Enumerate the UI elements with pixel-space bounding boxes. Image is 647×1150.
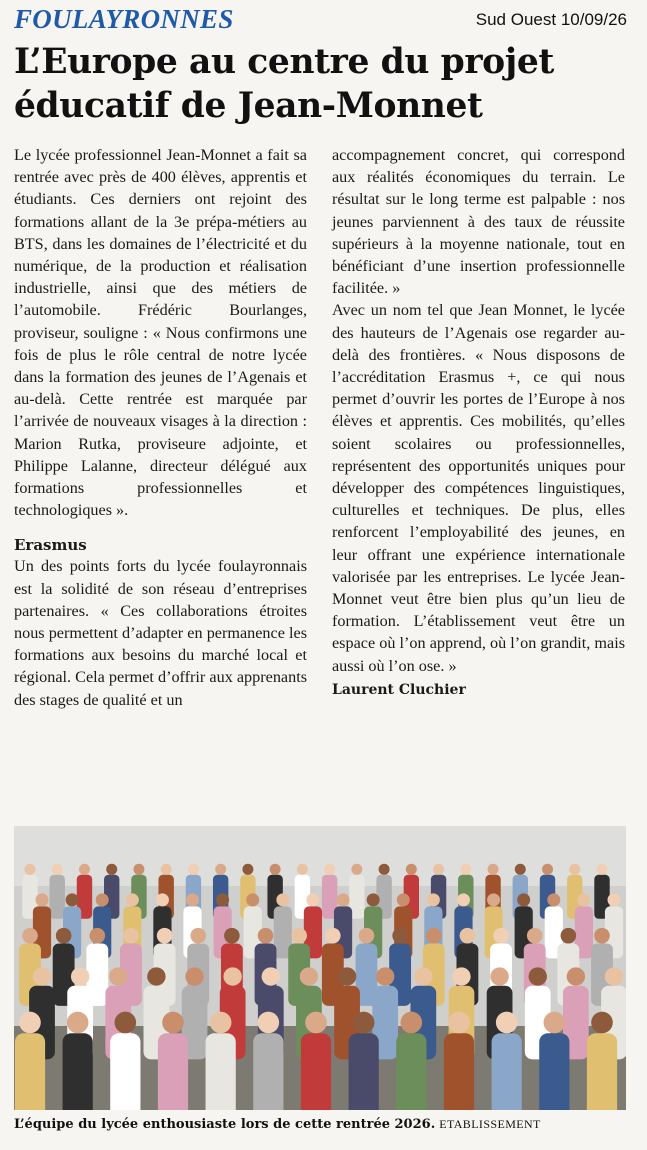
person-head [337,893,350,906]
person-body [253,1033,283,1110]
person-body [444,1033,474,1110]
person-head [89,928,105,944]
source-date: Sud Ouest 10/09/26 [475,10,627,29]
person-head [367,893,380,906]
person-head [433,864,444,875]
person-head [223,967,241,985]
person-head [242,864,253,875]
article-byline: Laurent Cluchier [332,681,466,698]
person-head [594,928,610,944]
person-head [216,893,229,906]
person-head [123,928,139,944]
article-title: L’Europe au centre du projet éducatif de Jean-Monnet [14,42,554,126]
person-head [452,967,470,985]
article-paragraph-europe: Avec un nom tel que Jean Monnet, le lycée des hauteurs de l’Agenais ose regarder au-delà des frontières. « Nous disposons de l’accréditation Erasmus +, ce qui nous permet d’ouvrir les portes de l’Europe à nos élèves et apprentis. Ces mobilités, qu’elles soient scolaires ou professionnelles, représentent des opportunités uniques pour développer des compétences linguistiques, culturelles et techniques. De plus, elles renforcent l’employabilité des jeunes, en leur offrant une expérience internationale valorisée par les entreprises. Le lycée Jean-Monnet veut être bien plus qu’un lieu de formation. L’établissement veut être un espace où l’on apprend, où l’on grandit, mais aussi où l’on ose. » [332,301,625,675]
person-head [52,864,63,875]
person-head [109,967,127,985]
article-paragraph-intro: Le lycée professionnel Jean-Monnet a fait sa rentrée avec près de 400 élèves, apprentis et étudiants. Ces derniers ont rejoint des formations allant de la 3e prépa-métiers au BTS, dans les domaines de l’électricité et du numérique, de la production et réalisation industrielle, ainsi que des métiers de l’automobile. Frédéric Bourlanges, proviseur, souligne : « Nous confirmons une fois de plus le rôle central de notre lycée dans la formation des jeunes de l’Agenais et au-delà. Cette rentrée est marquée par l’arrivée de nouveaux visages à la direction : Marion Rutka, proviseure adjointe, et Philippe Lalanne, directeur délégué aux formations professionnelles et technologiques ». [14,146,307,520]
person-head [324,864,335,875]
masthead [14,4,633,38]
person-head [597,864,608,875]
person-head [262,967,280,985]
person-head [270,864,281,875]
person-head [22,928,38,944]
person-head [542,864,553,875]
person-head [79,864,90,875]
article-paragraph-erasmus: Un des points forts du lycée foulayronnais est la solidité de son réseau d’entreprises partenaires. « Ces collaborations étroites nous permettent d’adapter en permanence les formations aux besoins du marché local et régional. Cela permet d’offrir aux apprenants des stages de qualité et un [14,557,307,709]
person-head [567,967,585,985]
person-body [539,1033,569,1110]
person-head [397,893,410,906]
article-column-left [14,144,307,711]
person-head [258,1012,280,1034]
person-head [66,893,79,906]
person-head [210,1012,232,1034]
person-head [490,967,508,985]
person-head [161,864,172,875]
person-head [401,1012,423,1034]
person-head [297,864,308,875]
person-head [188,864,199,875]
person-head [493,928,509,944]
person-body [587,1033,617,1110]
person-head [488,864,499,875]
person-head [426,928,442,944]
photo-credit: ETABLISSEMENT [439,1117,541,1131]
person-body [301,1033,331,1110]
person-head [157,928,173,944]
person-head [291,928,307,944]
person-head [246,893,259,906]
person-body [50,875,65,919]
person-head [36,893,49,906]
person-head [162,1012,184,1034]
person-head [527,928,543,944]
person-head [300,967,318,985]
person-head [529,967,547,985]
person-head [359,928,375,944]
person-head [591,1012,613,1034]
person-head [276,893,289,906]
photo-caption: L’équipe du lycée enthousiaste lors de cette rentrée 2026. [14,1117,436,1132]
person-head [215,864,226,875]
person-head [156,893,169,906]
person-head [561,928,577,944]
person-head [406,864,417,875]
person-head [133,864,144,875]
photo-caption-line [14,1117,626,1132]
person-head [379,864,390,875]
person-body [206,1033,236,1110]
person-body [492,1033,522,1110]
person-head [115,1012,137,1034]
person-body [349,1033,379,1110]
group-photo-illustration [14,826,626,1110]
person-head [376,967,394,985]
person-head [25,864,36,875]
person-head [56,928,72,944]
person-body [396,1033,426,1110]
person-head [448,1012,470,1034]
person-head [517,893,530,906]
section-kicker: FOULAYRONNES [14,4,234,34]
person-head [351,864,362,875]
person-head [427,893,440,906]
person-head [258,928,274,944]
person-head [325,928,341,944]
person-head [353,1012,375,1034]
person-head [67,1012,89,1034]
person-head [496,1012,518,1034]
person-head [106,864,117,875]
person-body [63,1033,93,1110]
person-head [306,893,319,906]
person-head [185,967,203,985]
person-head [457,893,470,906]
person-head [96,893,109,906]
person-head [186,893,199,906]
person-head [515,864,526,875]
article-paragraph-continued: accompagnement concret, qui correspond aux réalités économiques du terrain. Le résultat sur le long terme est palpable : nos jeunes parviennent à des taux de réussite supérieurs à la moyenne nationale, tout en bénéficiant d’une insertion professionnelle facilitée. » [332,146,625,298]
person-body [110,1033,140,1110]
person-head [608,893,621,906]
person-head [71,967,89,985]
person-body [158,1033,188,1110]
person-head [190,928,206,944]
person-head [33,967,51,985]
person-head [460,864,471,875]
person-head [392,928,408,944]
person-head [414,967,432,985]
person-head [460,928,476,944]
person-head [487,893,500,906]
person-head [547,893,560,906]
group-photo [14,826,626,1110]
person-head [147,967,165,985]
person-head [569,864,580,875]
person-head [605,967,623,985]
person-head [224,928,240,944]
person-head [577,893,590,906]
person-head [305,1012,327,1034]
person-head [544,1012,566,1034]
article-subhead: Erasmus [14,536,87,555]
person-head [338,967,356,985]
article-column-right [332,144,625,701]
person-head [19,1012,41,1034]
person-body [15,1033,45,1110]
person-head [126,893,139,906]
